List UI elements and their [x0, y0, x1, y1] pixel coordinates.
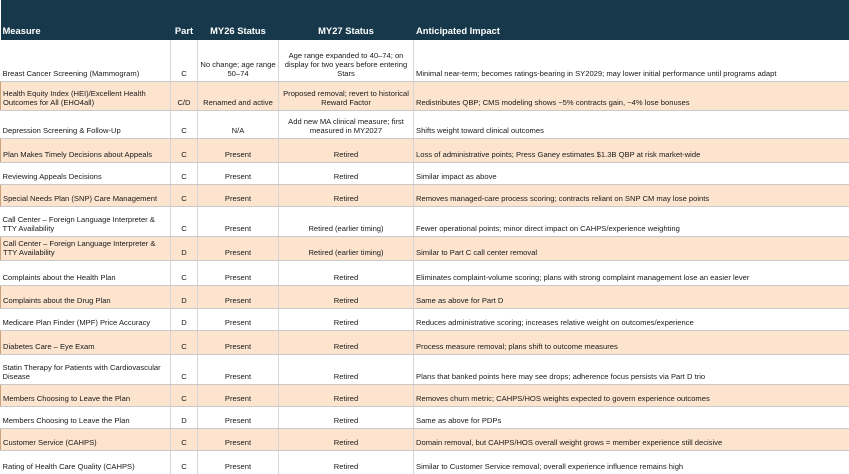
cell-anticipated-impact[interactable]: Minimal near-term; becomes ratings-bearing in SY2029; may lower initial performance until programs adapt	[414, 40, 849, 81]
cell-my26-status[interactable]: No change; age range 50–74	[198, 40, 279, 81]
table-row	[1, 330, 849, 354]
cell-measure[interactable]: Members Choosing to Leave the Plan	[1, 406, 171, 428]
cell-my26-status[interactable]: Present	[198, 184, 279, 206]
table-row	[1, 354, 849, 384]
cell-anticipated-impact[interactable]: Loss of administrative points; Press Ganey estimates $1.3B QBP at risk market-wide	[414, 138, 849, 162]
cell-my26-status[interactable]: Present	[198, 206, 279, 236]
cell-part[interactable]: C	[171, 450, 198, 474]
cell-my26-status[interactable]: Present	[198, 138, 279, 162]
cell-anticipated-impact[interactable]: Same as above for Part D	[414, 285, 849, 308]
cell-my27-status[interactable]: Retired	[279, 384, 414, 406]
cell-my27-status[interactable]: Retired	[279, 354, 414, 384]
cell-anticipated-impact[interactable]: Similar impact as above	[414, 162, 849, 184]
header-measure: Measure	[1, 0, 171, 40]
header-my27-status: MY27 Status	[279, 0, 414, 40]
cell-my27-status[interactable]: Add new MA clinical measure; first measured in MY2027	[279, 110, 414, 138]
table-row	[1, 428, 849, 450]
cell-part[interactable]: C	[171, 110, 198, 138]
cell-part[interactable]: C	[171, 138, 198, 162]
cell-anticipated-impact[interactable]: Reduces administrative scoring; increases relative weight on outcomes/experience	[414, 308, 849, 330]
cell-measure[interactable]: Plan Makes Timely Decisions about Appeals	[1, 138, 171, 162]
cell-part[interactable]: C	[171, 384, 198, 406]
table-body	[1, 40, 849, 474]
cell-my27-status[interactable]: Retired	[279, 450, 414, 474]
cell-my27-status[interactable]: Retired	[279, 308, 414, 330]
cell-anticipated-impact[interactable]: Plans that banked points here may see drops; adherence focus persists via Part D trio	[414, 354, 849, 384]
cell-my27-status[interactable]: Retired	[279, 428, 414, 450]
cell-measure[interactable]: Rating of Health Care Quality (CAHPS)	[1, 450, 171, 474]
cell-my26-status[interactable]: Present	[198, 406, 279, 428]
cell-anticipated-impact[interactable]: Shifts weight toward clinical outcomes	[414, 110, 849, 138]
cell-my27-status[interactable]: Retired	[279, 406, 414, 428]
header-anticipated-impact: Anticipated Impact	[414, 0, 849, 40]
cell-anticipated-impact[interactable]: Similar to Part C call center removal	[414, 236, 849, 260]
table-row	[1, 206, 849, 236]
cell-measure[interactable]: Diabetes Care – Eye Exam	[1, 330, 171, 354]
cell-anticipated-impact[interactable]: Eliminates complaint-volume scoring; plans with strong complaint management lose an easier lever	[414, 260, 849, 285]
table-row	[1, 384, 849, 406]
cell-measure[interactable]: Health Equity Index (HEI)/Excellent Health Outcomes for All (EHO4all)	[1, 81, 171, 110]
cell-my26-status[interactable]: Present	[198, 428, 279, 450]
cell-my26-status[interactable]: Renamed and active	[198, 81, 279, 110]
table-row	[1, 81, 849, 110]
cell-measure[interactable]: Complaints about the Health Plan	[1, 260, 171, 285]
cell-measure[interactable]: Call Center – Foreign Language Interpreter & TTY Availability	[1, 206, 171, 236]
table-row	[1, 450, 849, 474]
cell-my26-status[interactable]: Present	[198, 308, 279, 330]
cell-measure[interactable]: Call Center – Foreign Language Interpreter & TTY Availability	[1, 236, 171, 260]
table-row	[1, 260, 849, 285]
cell-part[interactable]: C/D	[171, 81, 198, 110]
table-row	[1, 162, 849, 184]
cell-part[interactable]: C	[171, 354, 198, 384]
table-row	[1, 110, 849, 138]
table-row	[1, 184, 849, 206]
cell-measure[interactable]: Customer Service (CAHPS)	[1, 428, 171, 450]
cell-part[interactable]: C	[171, 206, 198, 236]
cell-anticipated-impact[interactable]: Similar to Customer Service removal; overall experience influence remains high	[414, 450, 849, 474]
cell-anticipated-impact[interactable]: Removes churn metric; CAHPS/HOS weights expected to govern experience outcomes	[414, 384, 849, 406]
cell-part[interactable]: C	[171, 260, 198, 285]
cell-my27-status[interactable]: Age range expanded to 40–74; on display for two years before entering Stars	[279, 40, 414, 81]
cell-measure[interactable]: Medicare Plan Finder (MPF) Price Accuracy	[1, 308, 171, 330]
cell-my27-status[interactable]: Retired	[279, 260, 414, 285]
header-my26-status: MY26 Status	[198, 0, 279, 40]
cell-my27-status[interactable]: Retired	[279, 285, 414, 308]
cell-my26-status[interactable]: N/A	[198, 110, 279, 138]
cell-part[interactable]: D	[171, 406, 198, 428]
cell-anticipated-impact[interactable]: Domain removal, but CAHPS/HOS overall weight grows = member experience still decisive	[414, 428, 849, 450]
cell-anticipated-impact[interactable]: Fewer operational points; minor direct impact on CAHPS/experience weighting	[414, 206, 849, 236]
cell-my27-status[interactable]: Retired	[279, 162, 414, 184]
header-part: Part	[171, 0, 198, 40]
cell-part[interactable]: C	[171, 184, 198, 206]
cell-measure[interactable]: Members Choosing to Leave the Plan	[1, 384, 171, 406]
cell-my27-status[interactable]: Proposed removal; revert to historical Reward Factor	[279, 81, 414, 110]
cell-part[interactable]: D	[171, 308, 198, 330]
table-row	[1, 236, 849, 260]
cell-my27-status[interactable]: Retired (earlier timing)	[279, 236, 414, 260]
cell-measure[interactable]: Depression Screening & Follow-Up	[1, 110, 171, 138]
cell-my26-status[interactable]: Present	[198, 330, 279, 354]
cell-anticipated-impact[interactable]: Same as above for PDPs	[414, 406, 849, 428]
cell-part[interactable]: C	[171, 162, 198, 184]
cell-anticipated-impact[interactable]: Removes managed-care process scoring; contracts reliant on SNP CM may lose points	[414, 184, 849, 206]
table-row	[1, 406, 849, 428]
cell-part[interactable]: C	[171, 40, 198, 81]
cell-anticipated-impact[interactable]: Redistributes QBP; CMS modeling shows ~5% contracts gain, ~4% lose bonuses	[414, 81, 849, 110]
cell-anticipated-impact[interactable]: Process measure removal; plans shift to outcome measures	[414, 330, 849, 354]
cell-measure[interactable]: Breast Cancer Screening (Mammogram)	[1, 40, 171, 81]
cell-my27-status[interactable]: Retired (earlier timing)	[279, 206, 414, 236]
cell-my27-status[interactable]: Retired	[279, 330, 414, 354]
table-row	[1, 308, 849, 330]
cell-measure[interactable]: Special Needs Plan (SNP) Care Management	[1, 184, 171, 206]
cell-part[interactable]: C	[171, 428, 198, 450]
cell-part[interactable]: D	[171, 285, 198, 308]
cell-measure[interactable]: Reviewing Appeals Decisions	[1, 162, 171, 184]
cell-part[interactable]: C	[171, 330, 198, 354]
table-row	[1, 40, 849, 81]
cell-my26-status[interactable]: Present	[198, 162, 279, 184]
cell-measure[interactable]: Complaints about the Drug Plan	[1, 285, 171, 308]
cell-my27-status[interactable]: Retired	[279, 184, 414, 206]
cell-measure[interactable]: Statin Therapy for Patients with Cardiovascular Disease	[1, 354, 171, 384]
cell-my26-status[interactable]: Present	[198, 384, 279, 406]
table-row	[1, 138, 849, 162]
cell-my26-status[interactable]: Present	[198, 450, 279, 474]
table-row	[1, 285, 849, 308]
cell-my26-status[interactable]: Present	[198, 354, 279, 384]
cell-my26-status[interactable]: Present	[198, 285, 279, 308]
header-row	[1, 0, 849, 40]
cell-my26-status[interactable]: Present	[198, 260, 279, 285]
cell-my26-status[interactable]: Present	[198, 236, 279, 260]
cell-part[interactable]: D	[171, 236, 198, 260]
cell-my27-status[interactable]: Retired	[279, 138, 414, 162]
